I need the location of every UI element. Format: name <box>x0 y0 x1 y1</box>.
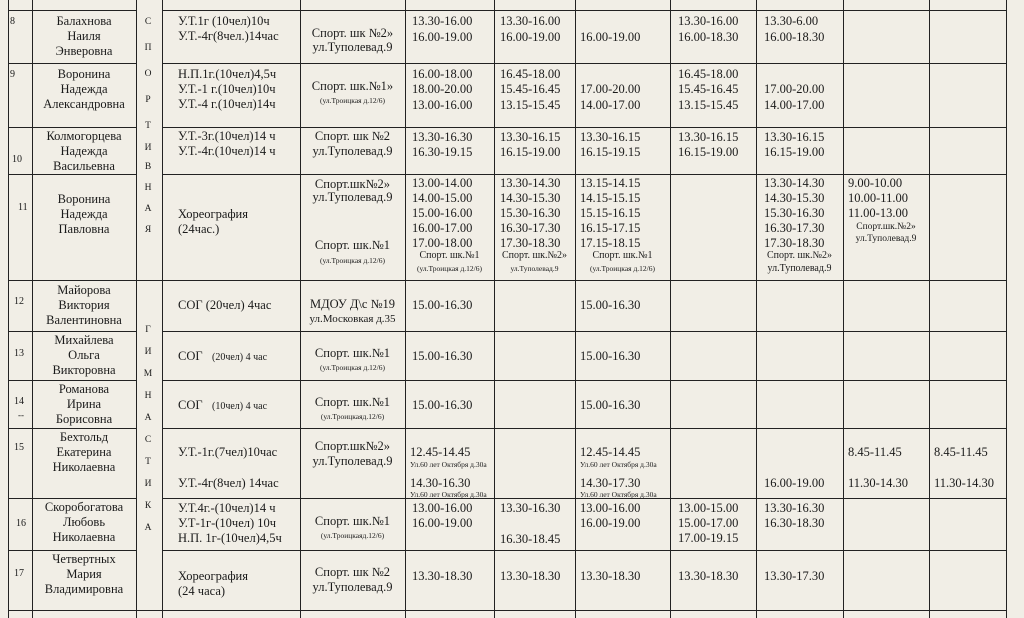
coach-name-surname: Воронина <box>57 67 111 81</box>
row-number: 12 <box>14 296 24 307</box>
time-slot: 13.30-17.30 <box>764 569 825 583</box>
venue-note: Ул.60 лет Октября д.30а <box>410 490 487 499</box>
time-slot: 13.00-16.00 <box>412 98 473 112</box>
group-info: (24 часа) <box>178 584 226 598</box>
vertical-letter: И <box>144 143 152 153</box>
venue-note: ул.Туполевад.9 <box>855 234 917 244</box>
venue-note: Спорт.шк.№2» <box>856 222 916 232</box>
coach-name-patronymic: Викторовна <box>52 363 116 377</box>
time-slot: 18.00-20.00 <box>412 82 473 96</box>
venue: Спорт. шк.№1 <box>314 346 391 360</box>
venue-note: Спорт. шк.№2» <box>766 250 833 261</box>
vertical-letter: Р <box>145 95 151 105</box>
group-info: У.Т-1г-(10чел) 10ч <box>178 516 277 530</box>
grid-line <box>8 428 136 429</box>
time-slot: 13.30-18.30 <box>580 569 641 583</box>
time-slot: 14.15-15.15 <box>580 191 641 205</box>
time-slot: 16.15-19.15 <box>580 145 641 159</box>
venue-address: ул.Туполевад.9 <box>312 190 393 204</box>
grid-line <box>8 63 136 64</box>
time-slot: 11.30-14.30 <box>934 476 994 490</box>
coach-name-first: Мария <box>66 567 102 581</box>
group-info: У.Т.-4г(8чел) 14час <box>178 476 279 490</box>
venue-address: (ул.Троицкаяд.12/6) <box>320 531 385 540</box>
grid-line <box>494 0 495 618</box>
time-slot: 14.00-17.00 <box>764 98 825 112</box>
coach-name-surname: Воронина <box>57 192 111 206</box>
grid-line <box>8 10 136 11</box>
time-slot: 16.30-17.30 <box>764 221 825 235</box>
row-number: 13 <box>14 348 24 359</box>
time-slot: 14.30-17.30 <box>580 476 641 490</box>
coach-name-first: Любовь <box>62 515 106 529</box>
grid-line <box>162 10 1006 11</box>
coach-name-surname: Скоробогатова <box>44 500 124 514</box>
group-info: У.Т.-1 г.(10чел)10ч <box>178 82 276 96</box>
time-slot: 15.00-16.30 <box>412 298 473 312</box>
grid-line <box>8 610 1006 611</box>
row-number: 16 <box>16 518 26 529</box>
time-slot: 12.45-14.45 <box>580 445 641 459</box>
grid-line <box>8 174 136 175</box>
venue: Спорт. шк №2» <box>311 26 394 40</box>
vertical-letter: Т <box>145 457 151 467</box>
venue: Спорт.шк№2» <box>314 177 391 191</box>
row-number: 9 <box>10 69 15 80</box>
coach-name-surname: Балахнова <box>56 14 112 28</box>
venue-note: Спорт. шк.№2» <box>501 250 568 261</box>
vertical-letter: С <box>144 435 152 445</box>
vertical-letter: Я <box>144 225 152 235</box>
grid-line <box>8 0 9 618</box>
grid-line <box>8 498 136 499</box>
time-slot: 16.00-19.00 <box>580 30 641 44</box>
time-slot: 16.30-18.30 <box>764 516 825 530</box>
time-slot: 16.30-17.30 <box>500 221 561 235</box>
time-slot: 15.15-16.15 <box>580 206 641 220</box>
time-slot: 8.45-11.45 <box>848 445 902 459</box>
group-info: СОГ <box>178 398 203 412</box>
coach-name-surname: Бехтольд <box>59 430 109 444</box>
time-slot: 15.00-16.30 <box>580 349 641 363</box>
venue: Спорт. шк.№1 <box>314 514 391 528</box>
row-number: 15 <box>14 442 24 453</box>
grid-line <box>8 550 136 551</box>
vertical-letter: К <box>144 501 152 511</box>
group-info: У.Т.1г (10чел)10ч <box>178 14 270 28</box>
grid-line <box>162 63 1006 64</box>
row-number: 17 <box>14 568 24 579</box>
group-info: СОГ (20чел) 4час <box>178 298 272 312</box>
venue-note: Спорт. шк.№1 <box>419 250 480 261</box>
group-info-detail: (10чел) 4 час <box>212 401 268 412</box>
time-slot: 17.30-18.30 <box>764 236 825 250</box>
time-slot: 11.00-13.00 <box>848 206 908 220</box>
time-slot: 13.00-16.00 <box>580 501 641 515</box>
time-slot: 16.00-17.00 <box>412 221 473 235</box>
grid-line <box>929 0 930 618</box>
time-slot: 17.30-18.30 <box>500 236 561 250</box>
coach-name-patronymic: Николаевна <box>52 460 116 474</box>
coach-name-first: Виктория <box>58 298 110 312</box>
time-slot: 13.15-14.15 <box>580 176 641 190</box>
vertical-letter: П <box>144 43 152 53</box>
grid-line <box>843 0 844 618</box>
group-info-detail: (20чел) 4 час <box>212 352 268 363</box>
venue-address: (ул.Троицкая д.12/6) <box>319 363 386 372</box>
coach-name-patronymic: Васильевна <box>53 159 115 173</box>
venue-note: ул.Туполевад.9 <box>767 263 832 274</box>
time-slot: 13.30-18.30 <box>678 569 739 583</box>
coach-name-patronymic: Энверовна <box>55 44 113 58</box>
group-info: У.Т.-4 г.(10чел)14ч <box>178 97 276 111</box>
coach-name-patronymic: Валентиновна <box>46 313 122 327</box>
coach-name-surname: Романова <box>58 382 110 396</box>
coach-name-first: Ирина <box>66 397 102 411</box>
grid-line <box>8 280 1006 281</box>
time-slot: 15.00-17.00 <box>678 516 739 530</box>
time-slot: 16.00-19.00 <box>412 30 473 44</box>
time-slot: 13.30-14.30 <box>500 176 561 190</box>
time-slot: 13.30-18.30 <box>500 569 561 583</box>
time-slot: 13.30-16.15 <box>678 130 739 144</box>
time-slot: 16.45-18.00 <box>500 67 561 81</box>
group-info: У.Т.-1г.(7чел)10час <box>178 445 278 459</box>
grid-line <box>405 0 406 618</box>
coach-name-first: Екатерина <box>56 445 112 459</box>
grid-line <box>162 428 1006 429</box>
coach-name-first: Надежда <box>60 207 108 221</box>
vertical-letter: В <box>144 162 152 172</box>
group-info: Н.П.1г.(10чел)4,5ч <box>178 67 277 81</box>
time-slot: 13.30-16.00 <box>678 14 739 28</box>
grid-line <box>756 0 757 618</box>
vertical-letter: Г <box>145 325 151 335</box>
grid-line <box>136 0 137 618</box>
venue: Спорт. шк.№1 <box>314 238 391 252</box>
venue: Спорт. шк №2 <box>314 129 391 143</box>
row-number: 14 <box>14 396 24 407</box>
grid-line <box>575 0 576 618</box>
vertical-letter: С <box>144 17 152 27</box>
time-slot: 14.30-15.30 <box>500 191 561 205</box>
time-slot: 16.15-19.00 <box>764 145 825 159</box>
time-slot: 13.30-16.00 <box>412 14 473 28</box>
time-slot: 13.00-16.00 <box>412 501 473 515</box>
vertical-letter: А <box>144 413 152 423</box>
grid-line <box>162 331 1006 332</box>
row-number: 11 <box>18 202 28 213</box>
time-slot: 15.00-16.30 <box>412 398 473 412</box>
time-slot: 13.30-16.30 <box>412 130 473 144</box>
grid-line <box>1006 0 1007 618</box>
grid-line <box>670 0 671 618</box>
group-info: СОГ <box>178 349 203 363</box>
coach-name-patronymic: Владимировна <box>44 582 124 596</box>
vertical-letter: Н <box>144 391 152 401</box>
grid-line <box>8 380 136 381</box>
time-slot: 15.45-16.45 <box>500 82 561 96</box>
time-slot: 15.00-16.30 <box>412 349 473 363</box>
time-slot: 16.00-19.00 <box>500 30 561 44</box>
vertical-letter: А <box>144 523 152 533</box>
grid-line <box>32 0 33 618</box>
grid-line <box>8 127 136 128</box>
group-info: У.Т.-4г(8чел.)14час <box>178 29 279 43</box>
time-slot: 13.30-16.15 <box>764 130 825 144</box>
time-slot: 13.00-15.00 <box>678 501 739 515</box>
time-slot: 13.30-18.30 <box>412 569 473 583</box>
time-slot: 14.30-15.30 <box>764 191 825 205</box>
time-slot: 15.00-16.30 <box>580 398 641 412</box>
time-slot: 13.30-16.15 <box>500 130 561 144</box>
venue: МДОУ Д\с №19 <box>309 297 396 311</box>
time-slot: 16.00-19.00 <box>764 476 825 490</box>
grid-line <box>8 331 136 332</box>
venue-note: (ул.Троицкая д.12/6) <box>589 264 656 273</box>
time-slot: 17.00-20.00 <box>764 82 825 96</box>
time-slot: 15.30-16.30 <box>764 206 825 220</box>
time-slot: 15.30-16.30 <box>500 206 561 220</box>
venue-note: Ул.60 лет Октября д.30а <box>580 490 657 499</box>
time-slot: 17.15-18.15 <box>580 236 641 250</box>
venue-address: ул.Туполевад.9 <box>312 40 393 54</box>
time-slot: 13.30-6.00 <box>764 14 819 28</box>
coach-name-surname: Колмогорцева <box>46 129 122 143</box>
venue-note: Спорт. шк.№1 <box>592 250 653 261</box>
time-slot: 16.15-17.15 <box>580 221 641 235</box>
coach-name-first: Наиля <box>67 29 101 43</box>
vertical-letter: О <box>144 69 152 79</box>
time-slot: 13.30-16.30 <box>764 501 825 515</box>
vertical-letter: Н <box>144 183 152 193</box>
coach-name-patronymic: Александровна <box>43 97 125 111</box>
time-slot: 15.45-16.45 <box>678 82 739 96</box>
group-info: Н.П. 1г-(10чел)4,5ч <box>178 531 282 545</box>
time-slot: 14.00-17.00 <box>580 98 641 112</box>
venue-note: ул.Туполевад.9 <box>510 264 559 273</box>
time-slot: 16.00-18.30 <box>764 30 825 44</box>
time-slot: 14.00-15.00 <box>412 191 473 205</box>
time-slot: 16.00-18.30 <box>678 30 739 44</box>
group-info: Хореография <box>178 207 249 221</box>
venue-address: ул.Туполевад.9 <box>312 454 393 468</box>
venue: Спорт. шк №2 <box>314 565 391 579</box>
row-mark: -- <box>18 410 24 420</box>
venue-note: Ул.60 лет Октября д.30а <box>580 460 657 469</box>
venue-address: ул.Туполевад.9 <box>312 580 393 594</box>
time-slot: 16.00-18.00 <box>412 67 473 81</box>
group-info: (24час.) <box>178 222 220 236</box>
venue-address: ул.Московкая д.35 <box>309 313 396 325</box>
grid-line <box>162 380 1006 381</box>
time-slot: 10.00-11.00 <box>848 191 908 205</box>
time-slot: 17.00-18.00 <box>412 236 473 250</box>
group-info: У.Т.4г.-(10чел)14 ч <box>178 501 276 515</box>
time-slot: 12.45-14.45 <box>410 445 471 459</box>
time-slot: 11.30-14.30 <box>848 476 908 490</box>
venue: Спорт. шк.№1» <box>311 79 394 93</box>
coach-name-first: Надежда <box>60 82 108 96</box>
coach-name-surname: Михайлева <box>54 333 114 347</box>
time-slot: 16.45-18.00 <box>678 67 739 81</box>
grid-line <box>162 0 163 618</box>
venue-note: (ул.Троицкая д.12/6) <box>416 264 483 273</box>
time-slot: 16.00-19.00 <box>580 516 641 530</box>
coach-name-surname: Майорова <box>57 283 111 297</box>
time-slot: 17.00-20.00 <box>580 82 641 96</box>
time-slot: 13.15-15.45 <box>678 98 739 112</box>
time-slot: 13.30-14.30 <box>764 176 825 190</box>
time-slot: 13.30-16.15 <box>580 130 641 144</box>
time-slot: 14.30-16.30 <box>410 476 471 490</box>
coach-name-surname: Четвертных <box>52 552 116 566</box>
group-info: У.Т.-4г.(10чел)14 ч <box>178 144 276 158</box>
coach-name-first: Надежда <box>60 144 108 158</box>
time-slot: 8.45-11.45 <box>934 445 988 459</box>
venue: Спорт.шк№2» <box>314 439 391 453</box>
time-slot: 17.00-19.15 <box>678 531 739 545</box>
vertical-letter: И <box>144 347 152 357</box>
time-slot: 16.15-19.00 <box>678 145 739 159</box>
coach-name-patronymic: Николаевна <box>52 530 116 544</box>
time-slot: 13.15-15.45 <box>500 98 561 112</box>
grid-line <box>162 550 1006 551</box>
vertical-letter: М <box>143 369 153 379</box>
row-number: 8 <box>10 16 15 27</box>
time-slot: 13.30-16.30 <box>500 501 561 515</box>
group-info: У.Т.-3г.(10чел)14 ч <box>178 129 276 143</box>
coach-name-first: Ольга <box>68 348 100 362</box>
time-slot: 15.00-16.00 <box>412 206 473 220</box>
coach-name-patronymic: Павловна <box>58 222 110 236</box>
time-slot: 16.30-18.45 <box>500 532 561 546</box>
vertical-letter: А <box>144 204 152 214</box>
time-slot: 13.00-14.00 <box>412 176 473 190</box>
time-slot: 9.00-10.00 <box>848 176 903 190</box>
time-slot: 16.00-19.00 <box>412 516 473 530</box>
time-slot: 16.15-19.00 <box>500 145 561 159</box>
time-slot: 15.00-16.30 <box>580 298 641 312</box>
coach-name-patronymic: Борисовна <box>55 412 113 426</box>
vertical-letter: И <box>144 479 152 489</box>
time-slot: 13.30-16.00 <box>500 14 561 28</box>
time-slot: 16.30-19.15 <box>412 145 473 159</box>
grid-line <box>162 127 1006 128</box>
venue-address: ул.Туполевад.9 <box>312 144 393 158</box>
venue-address: (ул.Троицкаяд.12/6) <box>320 412 385 421</box>
venue-note: Ул.60 лет Октября д.30а <box>410 460 487 469</box>
group-info: Хореография <box>178 569 249 583</box>
vertical-letter: Т <box>145 121 151 131</box>
venue: Спорт. шк.№1 <box>314 395 391 409</box>
grid-line <box>162 174 1006 175</box>
row-number: 10 <box>12 154 22 165</box>
venue-address: (ул.Троицкая д.12/6) <box>319 256 386 265</box>
venue-address: (ул.Троицкая д.12/6) <box>319 96 386 105</box>
